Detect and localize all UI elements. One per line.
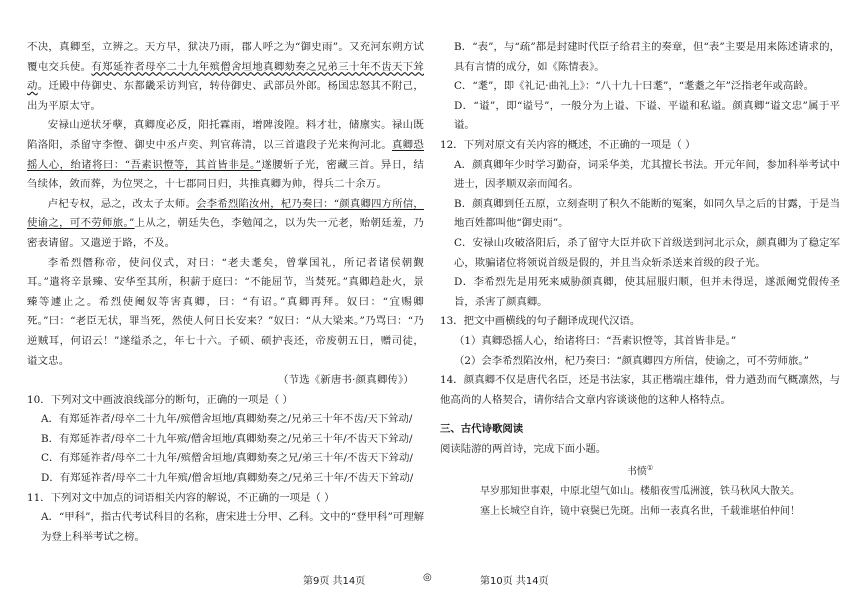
question-12: 12．下列对原文有关内容的概述，不正确的一项是（ ） <box>440 138 696 151</box>
underlined-sentence-2: 会李希烈陷汝州，杞乃奏曰：“颜真卿四方所信，使谕之，可不劳师旅。” <box>27 197 424 230</box>
q10-option-c[interactable]: C．有郑延祚者/母卒二十九年/殡僧舍垣地/真卿劾奏之兄/弟三十年/不齿天下耸动/ <box>41 452 413 465</box>
passage-text: 上从之，朝廷失色，李勉闻之，以为失一元老，贻朝廷羞，乃密表请留。又遣逆于路，不及。 <box>27 217 424 249</box>
passage-para-4: 李希烈僭称帝，使问仪式，对曰：“老夫耄矣，曾掌国礼，所记者诸侯朝觐耳。”遣将辛景臻、安华至其所，积薪于庭曰：“不能屈节，当焚死。”真卿趋赴火，景臻等遽止之。希烈使阉奴等害真卿，曰：“有诏。”真卿再拜。奴曰：“宜赐卿死。”曰：“老臣无状，罪当死，然使人何日长安来？”奴曰：“从大梁来。”乃骂曰：“乃逆贼耳，何诏云！”遂缢杀之，年七十六。子硕、硕护丧还，帝废朝五日，赠司徒，谥文忠。 <box>27 256 424 367</box>
section-heading: 三、古代诗歌阅读 <box>440 423 524 436</box>
poem-title-text: 书愤 <box>626 466 647 478</box>
passage-text: 不决，真卿至，立辨之。天方早，狱决乃雨，郡人呼之为“御史雨”。又充河东朔方试覆屯交兵使。有郑延祚者母卒二十九年殡僧舍垣地真卿劾奏之兄弟三十年不齿天下耸动。迁殿中侍御史、东都畿采访判官，转侍御史、武部员外郎。杨国忠怒其不附己，出为平原太守。 <box>27 41 424 112</box>
q11-option-d[interactable]: D．“谥”，即“谥号”，一般分为上谥、下谥、平谥和私谥。颜真卿“谥文忠”属于平谥。 <box>454 99 840 132</box>
passage-source: （节选《新唐书·颜真卿传》） <box>278 374 414 387</box>
left-column <box>27 38 424 547</box>
passage-para-1 <box>27 38 424 116</box>
q12-option-c[interactable]: C．安禄山攻破洛阳后，杀了留守大臣并砍下首级送到河北示众，颜真卿为了稳定军心，欺骗诸位将领说首级是假的，并且当众斩杀送来首级的段子光。 <box>454 236 840 269</box>
q12-option-b[interactable]: B．颜真卿到任五原，立刻查明了积久不能断的冤案，如同久旱之后的甘露，于是当地百姓都叫他“御史雨”。 <box>454 197 840 230</box>
q13-item-2: （2）会李希烈陷汝州，杞乃奏曰：“颜真卿四方所信，使谕之，可不劳师旅。” <box>454 354 809 367</box>
question-11: 11．下列对文中加点的词语相关内容的解说，不正确的一项是（ ） <box>27 491 335 504</box>
q11-option-b[interactable]: B．“表”，与“疏”都是封建时代臣子给君主的奏章，但“表”主要是用来陈述请求的，具有言情的成分，如《陈情表》。 <box>454 41 840 73</box>
passage-para-2 <box>27 116 424 194</box>
passage-para-3 <box>27 195 424 254</box>
poem-line-1: 早岁那知世事艰，中原北望气如山。楼船夜雪瓜洲渡，铁马秋风大散关。 <box>480 486 800 498</box>
poem-title <box>440 459 840 482</box>
question-10: 10．下列对文中画波浪线部分的断句，正确的一项是（ ） <box>27 393 293 406</box>
section-intro: 阅读陆游的两首诗，完成下面小题。 <box>440 442 607 455</box>
passage-text: 遂腰斩子光，密藏三首。异日，结刍续体，敛而葬，为位哭之，十七郡同日归，共推真卿为帅，得兵二十余万。 <box>27 158 424 191</box>
left-page-number: 第9页 共14页 <box>303 576 366 587</box>
poem-footnote-mark: ① <box>646 464 654 473</box>
poem-line-2: 塞上长城空自许，镜中衰鬓已先斑。出师一表真名世，千载谁堪伯仲间！ <box>480 505 800 517</box>
passage-text: 卢杞专权，忌之，改太子太师。 <box>47 197 197 210</box>
q12-option-d[interactable]: D．李希烈先是用死来威胁颜真卿，使其屈服归顺，但并未得逞，遂派阉党假传圣旨，杀害了颜真卿。 <box>454 276 840 308</box>
right-column <box>440 38 840 522</box>
right-page-number: 第10页 共14页 <box>480 576 549 587</box>
passage-text: 安禄山逆状牙孽，真卿度必反，阳托霖雨，增陴浚隍。料才壮，储廪实。禄山既陷洛阳，杀留守李憕、御史中丞卢奕、判官蒋清，以三首遣段子光来徇河北。 <box>27 119 424 151</box>
q13-item-1: （1）真卿恐摇人心，绐诸将曰：“吾素识憕等，其首皆非是。” <box>454 334 737 347</box>
q11-option-a[interactable]: A．“甲科”，指古代考试科目的名称，唐宋进士分甲、乙科。文中的“登甲科”可理解为登上科举考试之榜。 <box>41 511 424 543</box>
q12-option-a[interactable]: A．颜真卿年少时学习勤奋，词采华美，尤其擅长书法。开元年间，参加科举考试中进士，因孝顺双亲而闻名。 <box>454 158 840 191</box>
q11-option-c[interactable]: C．“耄”，即《礼记·曲礼上》：“八十九十曰耄”，“耄耋之年”泛指老年或高龄。 <box>454 80 815 93</box>
center-mark: ◎ <box>423 572 432 583</box>
question-13: 13．把文中画横线的句子翻译成现代汉语。 <box>440 315 641 328</box>
q10-option-a[interactable]: A．有郑延祚者/母卒二十九年/殡僧舍垣地/真卿劾奏之/兄弟三十年不齿/天下耸动/ <box>41 413 413 426</box>
q10-option-d[interactable]: D．有郑延祚者/母卒二十九年殡/僧舍垣地/真卿劾奏之/兄弟三十年/不齿天下耸动/ <box>41 472 414 485</box>
wavy-underlined-sentence: 有郑延祚者母卒二十九年殡僧舍垣地真卿劾奏之兄弟三十年不齿天下耸动 <box>27 60 424 93</box>
q10-option-b[interactable]: B．有郑延祚者/母卒二十九年殡/僧舍垣地/真卿劾奏之/兄弟三十年/不齿天下耸动/ <box>41 432 413 445</box>
question-14: 14．颜真卿不仅是唐代名臣，还是书法家，其正楷端庄雄伟，骨力遒劲而气概凛然，与他高尚的人格契合，请你结合文章内容谈谈他的这种人格特点。 <box>440 374 840 406</box>
underlined-sentence-1: 真卿恐摇人心，绐诸将曰：“吾素识憕等，其首皆非是。” <box>27 138 424 171</box>
